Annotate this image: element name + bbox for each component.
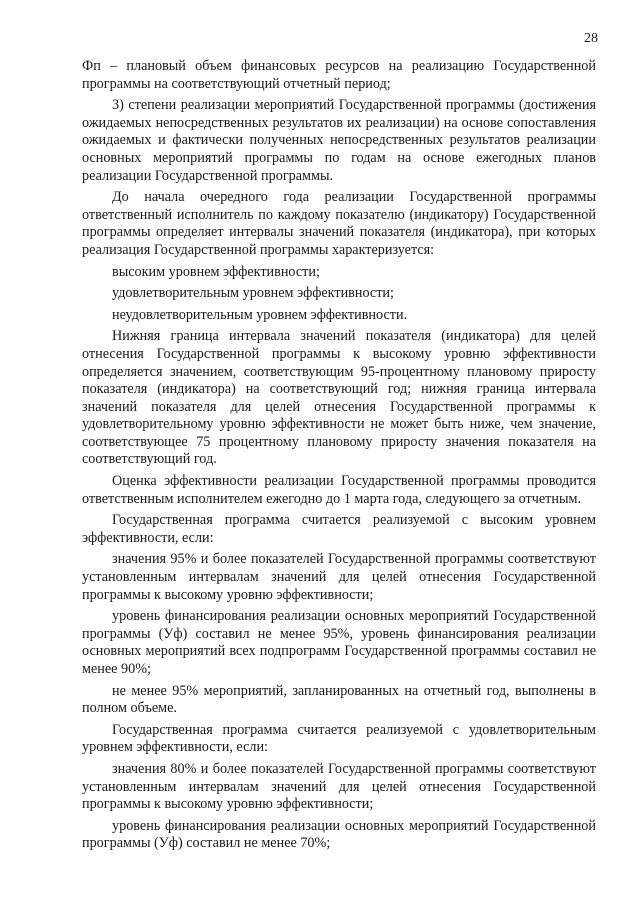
- list-item-unsatisfactory-efficiency: неудовлетворительным уровнем эффективности.: [112, 306, 408, 323]
- criterion-high-indicators: значения 95% и более показателей Государственной программы соответствуют установленным интервалам значений для целей отнесения Государственной программы к высокому уровню эффективности;: [82, 551, 596, 603]
- page-number: 28: [584, 31, 598, 46]
- document-body: [82, 58, 596, 857]
- criterion-satisfactory-financing: уровень финансирования реализации основных мероприятий Государственной программы (Уф) составил не менее 70%;: [82, 817, 596, 852]
- criterion-high-activities: не менее 95% мероприятий, запланированных на отчетный год, выполнены в полном объеме.: [82, 682, 596, 717]
- list-item-high-efficiency: высоким уровнем эффективности;: [112, 263, 320, 280]
- paragraph-satisfactory-criteria: Государственная программа считается реализуемой с удовлетворительным уровнем эффективности, если:: [82, 721, 596, 756]
- paragraph-lower-bound: Нижняя граница интервала значений показателя (индикатора) для целей отнесения Государственной программы к высокому уровню эффективности определяется значением, соответствующим 95-процентному плановому приросту показателя (индикатора) на соответствующий год; нижняя граница интервала значений показателя для целей отнесения Государственной программы к удовлетворительному уровню эффективности не может быть ниже, чем значение, соответствующее 75 процентному плановому приросту значения показателя на соответствующий год.: [82, 328, 596, 468]
- criterion-high-financing: уровень финансирования реализации основных мероприятий Государственной программы (Уф) составил не менее 95%, уровень финансирования реализации основных мероприятий всех подпрограмм Государственной программы составил не менее 90%;: [82, 608, 596, 677]
- paragraph-high-efficiency-criteria: Государственная программа считается реализуемой с высоким уровнем эффективности, если:: [82, 512, 596, 546]
- paragraph-interval-definition: До начала очередного года реализации Государственной программы ответственный исполнитель по каждому показателю (индикатору) Государственной программы определяет интервалы значений показателя (индикатора), при которых реализация Государственной программы характеризуется:: [82, 189, 596, 258]
- paragraph-plan-volume: Фп – плановый объем финансовых ресурсов на реализацию Государственной программы на соответствующий отчетный период;: [82, 58, 596, 92]
- paragraph-implementation-degree: 3) степени реализации мероприятий Государственной программы (достижения ожидаемых непосредственных результатов их реализации) на основе сопоставления ожидаемых и фактически полученных непосредственных результатов реализации основных мероприятий программы по годам на основе ежегодных планов реализации Государственной программы.: [82, 97, 596, 184]
- criterion-satisfactory-indicators: значения 80% и более показателей Государственной программы соответствуют установленным интервалам значений для целей отнесения Государственной программы к высокому уровню эффективности;: [82, 760, 596, 813]
- list-item-satisfactory-efficiency: удовлетворительным уровнем эффективности;: [112, 285, 394, 302]
- paragraph-assessment-timing: Оценка эффективности реализации Государственной программы проводится ответственным исполнителем ежегодно до 1 марта года, следующего за отчетным.: [82, 473, 596, 507]
